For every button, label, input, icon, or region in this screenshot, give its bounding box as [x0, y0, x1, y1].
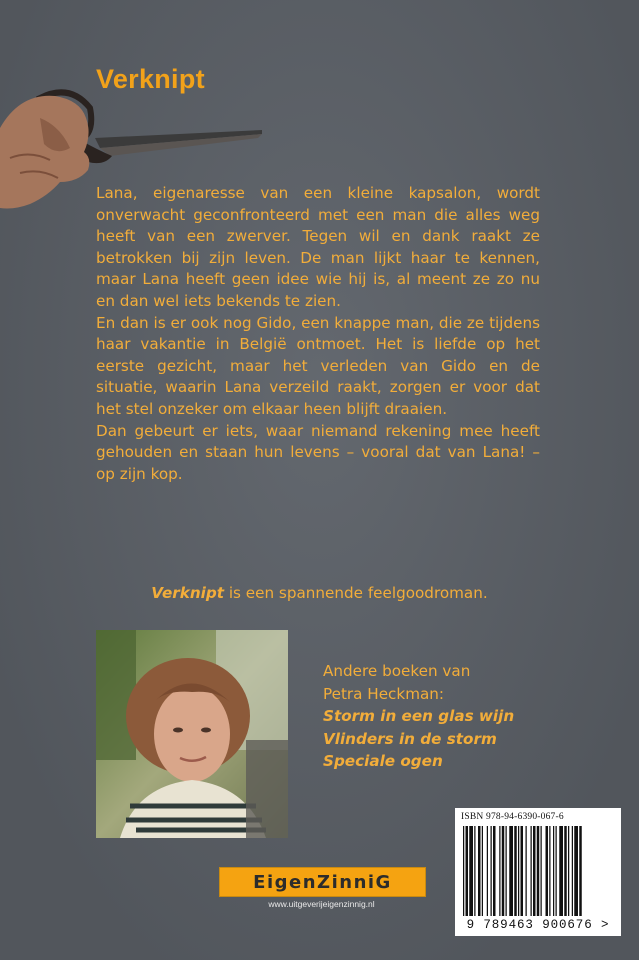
publisher-logo-text: EigenZinniG	[253, 871, 392, 893]
tagline-text: is een spannende feelgoodroman.	[224, 584, 488, 602]
barcode-number: 9 789463 900676 >	[466, 918, 610, 932]
other-book-title: Speciale ogen	[323, 752, 443, 770]
other-book-title: Vlinders in de storm	[323, 729, 497, 748]
other-books-author: Petra Heckman:	[323, 684, 445, 703]
publisher-url: www.uitgeverijeigenzinnig.nl	[268, 899, 375, 909]
blurb-paragraph: Dan gebeurt er iets, waar niemand rekening mee heeft gehouden en staan hun levens – vooral dat van Lana! – op zijn kop.	[96, 421, 540, 483]
other-book-title: Storm in een glas wijn	[323, 707, 515, 725]
isbn-label: ISBN 978-94-6390-067-6	[461, 812, 564, 822]
tagline-title: Verknipt	[151, 584, 224, 602]
barcode-bars	[455, 808, 621, 936]
tagline	[0, 584, 639, 602]
other-books	[323, 660, 514, 773]
book-blurb	[96, 183, 540, 485]
author-photo	[96, 630, 288, 838]
blurb-paragraph: En dan is er ook nog Gido, een knappe man, die ze tijdens haar vakantie in België ontmoet. Het is liefde op het eerste gezicht, maar het verleden van Gido en de situatie, waarin Lana verzeild raakt, zorgen er voor dat het stel onzeker om elkaar heen blijft draaien.	[96, 313, 540, 418]
isbn-barcode	[455, 808, 621, 936]
blurb-paragraph: Lana, eigenaresse van een kleine kapsalon, wordt onverwacht geconfronteerd met een man die alles weg heeft van een zwerver. Tegen wil en dank raakt ze betrokken bij zijn leven. De man lijkt haar te kennen, maar Lana heeft geen idee wie hij is, al meent ze zo nu en dan wel iets bekends te zien.	[96, 184, 540, 310]
book-title: Verknipt	[96, 64, 205, 94]
publisher-logo	[219, 867, 426, 897]
other-books-intro: Andere boeken van	[323, 662, 471, 680]
